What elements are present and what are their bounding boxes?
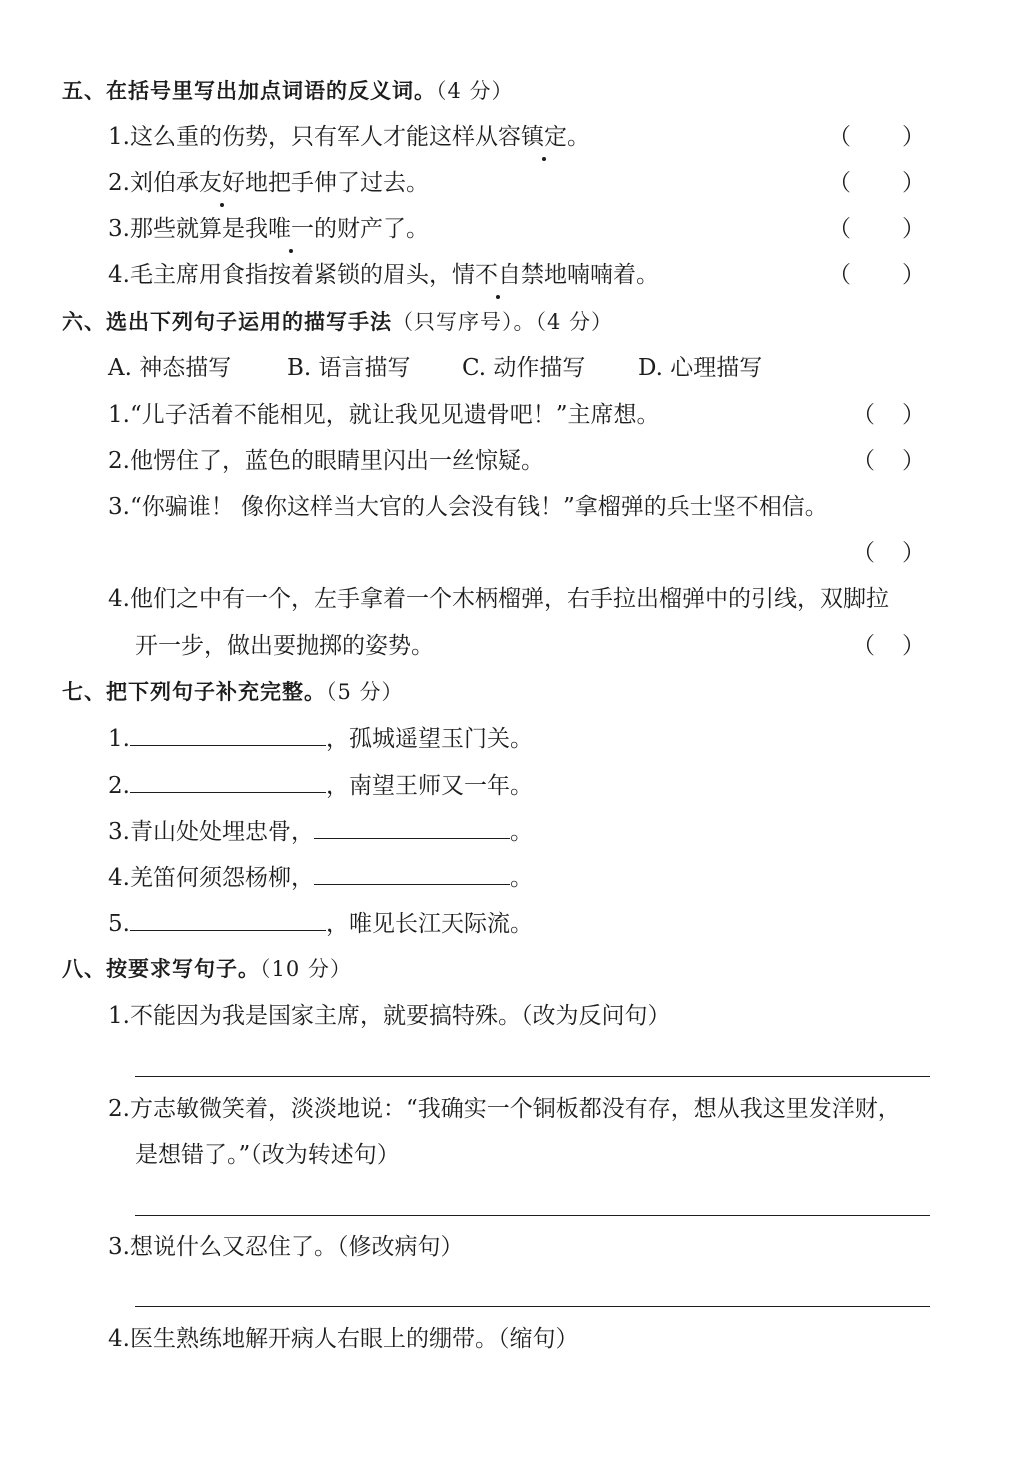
answer-paren-open: （ [852, 633, 875, 659]
item-text: 刘伯承 [129, 170, 199, 196]
s7-item-4 [108, 862, 533, 893]
fill-blank[interactable] [130, 723, 326, 746]
item-number: 3. [108, 1234, 130, 1260]
item-text: 毛主席用食指按着紧锁的眉头， [129, 262, 452, 288]
item-text: 羌笛何须怨杨柳， [129, 865, 314, 891]
s8-item-1 [108, 1001, 670, 1031]
dotted-word: 友好 [198, 170, 245, 196]
answer-paren-close: ） [902, 124, 925, 150]
item-number: 3. [108, 216, 130, 242]
s8-item-2-continued [135, 1140, 400, 1170]
s6-item-3 [108, 492, 828, 522]
item-number: 1. [108, 1003, 130, 1029]
section-6-note: （只写序号） [392, 310, 514, 334]
s8-item-4 [108, 1324, 578, 1354]
section-7-title: 七、把下列句子补充完整。 [62, 680, 326, 704]
item-text-end: ，南望王师又一年。 [325, 773, 533, 799]
item-number: 2. [108, 773, 130, 799]
item-requirement: （缩句） [497, 1326, 579, 1352]
item-text-end: 地把手伸了过去。 [244, 170, 429, 196]
section-6-heading [62, 307, 613, 337]
s6-item-2 [108, 446, 544, 476]
item-number: 2. [108, 170, 130, 196]
item-text: 是想错了。” [135, 1142, 251, 1168]
answer-line[interactable] [135, 1215, 930, 1216]
option-d: D. 心理描写 [638, 355, 763, 381]
item-text-end: 的财产了。 [313, 216, 429, 242]
section-8-heading [62, 954, 352, 984]
option-c: C. 动作描写 [462, 355, 586, 381]
item-text: 这么重的伤势，只有军人才能这样从容 [129, 124, 521, 150]
item-number: 2. [108, 448, 130, 474]
item-number: 3. [108, 494, 130, 520]
item-text: 不能因为我是国家主席，就要搞特殊。 [129, 1003, 521, 1029]
answer-paren-close: ） [902, 402, 925, 428]
item-text: “儿子活着不能相见，就让我见见遗骨吧！”主席想。 [129, 402, 660, 428]
answer-paren-open: （ [852, 448, 875, 474]
s6-item-1 [108, 400, 659, 430]
s5-item-3 [108, 214, 429, 244]
s5-item-1 [108, 122, 590, 152]
item-number: 4. [108, 586, 130, 612]
answer-paren-open: （ [828, 216, 851, 242]
answer-paren-close: ） [902, 448, 925, 474]
answer-paren-close: ） [902, 262, 925, 288]
item-text-end: 。 [509, 819, 533, 845]
answer-paren-open: （ [852, 402, 875, 428]
answer-line[interactable] [135, 1306, 930, 1307]
answer-paren-open: （ [828, 262, 851, 288]
answer-paren-close: ） [902, 216, 925, 242]
section-6-title: 六、选出下列句子运用的描写手法 [62, 310, 392, 334]
dotted-word: 镇定 [520, 124, 567, 150]
s7-item-2 [108, 770, 533, 801]
item-number: 4. [108, 865, 130, 891]
fill-blank[interactable] [130, 770, 326, 793]
item-number: 1. [108, 124, 130, 150]
dotted-word: 唯一 [267, 216, 314, 242]
item-text-end: 地喃喃着。 [543, 262, 659, 288]
s5-item-2 [108, 168, 429, 198]
item-text-end: ，孤城遥望玉门关。 [325, 726, 533, 752]
option-b: B. 语言描写 [287, 355, 411, 381]
item-text: 那些就算是我 [129, 216, 268, 242]
answer-paren-close: ） [902, 540, 925, 566]
item-number: 1. [108, 726, 130, 752]
item-text: 青山处处埋忠骨， [129, 819, 314, 845]
s6-item-4-continued: 开一步，做出要抛掷的姿势。 [135, 633, 434, 659]
answer-paren-open: （ [852, 540, 875, 566]
s7-item-3 [108, 816, 533, 847]
item-number: 2. [108, 1096, 130, 1122]
section-5-title: 五、在括号里写出加点词语的反义词。 [62, 79, 436, 103]
fill-blank[interactable] [130, 908, 326, 931]
answer-paren-open: （ [828, 124, 851, 150]
item-requirement: （改为转述句） [250, 1142, 400, 1168]
item-number: 4. [108, 262, 130, 288]
item-text: 他愣住了，蓝色的眼睛里闪出一丝惊疑。 [129, 448, 544, 474]
answer-paren-open: （ [828, 170, 851, 196]
s7-item-5 [108, 908, 533, 939]
section-8-title: 八、按要求写句子。 [62, 957, 260, 981]
item-text: 他们之中有一个，左手拿着一个木柄榴弹，右手拉出榴弹中的引线，双脚拉 [129, 586, 889, 612]
s6-item-4 [108, 584, 889, 614]
item-number: 1. [108, 402, 130, 428]
fill-blank[interactable] [314, 816, 510, 839]
option-a: A. 神态描写 [108, 355, 232, 381]
section-6-points: 。（4 分） [513, 310, 614, 334]
fill-blank[interactable] [314, 862, 510, 885]
section-8-points: （10 分） [260, 957, 352, 981]
item-text: 想说什么又忍住了。 [129, 1234, 337, 1260]
item-text-end: 。 [566, 124, 590, 150]
answer-paren-close: ） [902, 633, 925, 659]
section-7-heading [62, 677, 404, 707]
section-7-points: （5 分） [326, 680, 404, 704]
section-5-heading [62, 76, 514, 106]
item-number: 3. [108, 819, 130, 845]
section-5-points: （4 分） [436, 79, 514, 103]
s8-item-3 [108, 1232, 463, 1262]
item-text-end: ，唯见长江天际流。 [325, 911, 533, 937]
item-text-end: 。 [509, 865, 533, 891]
s5-item-4 [108, 260, 659, 290]
s8-item-2 [108, 1094, 901, 1124]
dotted-word: 情不自禁 [451, 262, 544, 288]
answer-line[interactable] [135, 1076, 930, 1077]
item-text: “你骗谁！ 像你这样当大官的人会没有钱！”拿榴弹的兵士坚不相信。 [129, 494, 828, 520]
answer-paren-close: ） [902, 170, 925, 196]
item-text: 医生熟练地解开病人右眼上的绷带。 [129, 1326, 498, 1352]
item-requirement: （修改病句） [336, 1234, 464, 1260]
item-number: 4. [108, 1326, 130, 1352]
item-number: 5. [108, 911, 130, 937]
item-text: 方志敏微笑着，淡淡地说：“我确实一个铜板都没有存，想从我这里发洋财， [129, 1096, 901, 1122]
s7-item-1 [108, 723, 533, 754]
item-requirement: （改为反问句） [520, 1003, 671, 1029]
